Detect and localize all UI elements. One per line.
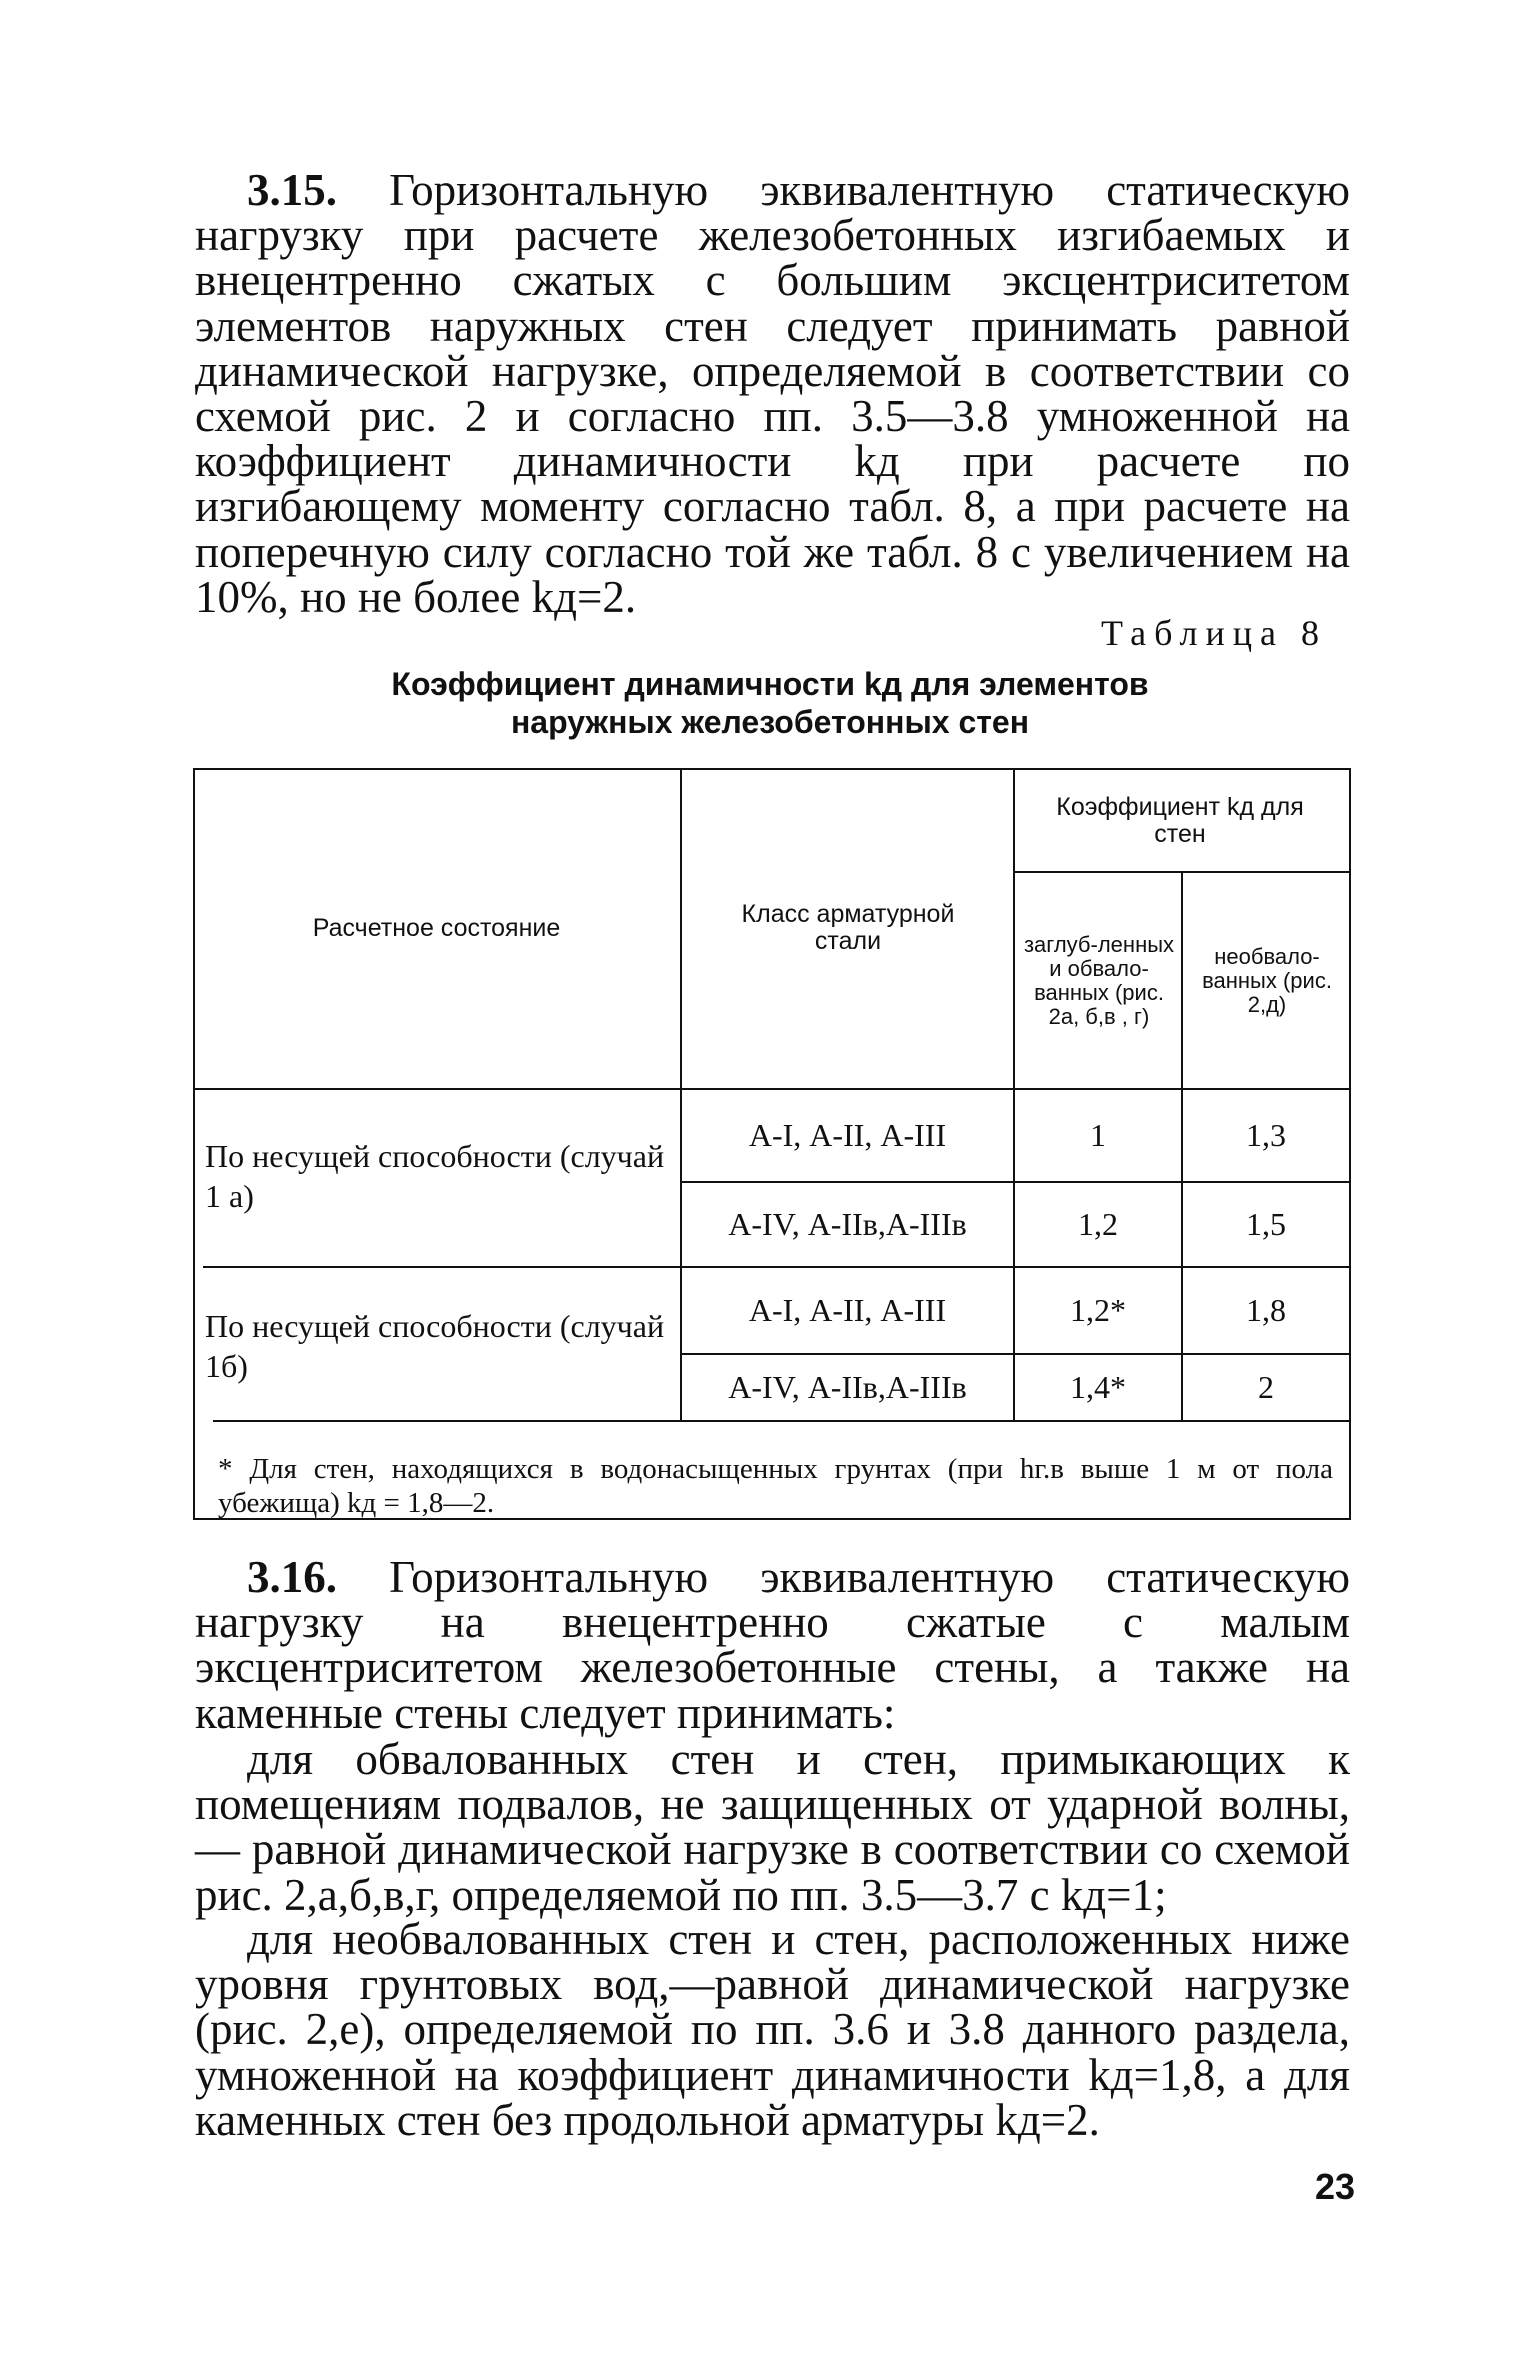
table-body-bottom-rule	[213, 1420, 1349, 1422]
row2b-unbanked: 2	[1258, 1369, 1274, 1405]
row1a-class: А-I, А-II, А-III	[748, 1117, 947, 1153]
row1-state: По несущей способности (случай 1 а)	[205, 1138, 665, 1214]
row1b-unbanked: 1,5	[1246, 1206, 1286, 1242]
table-label: Таблица 8	[1101, 613, 1327, 653]
row1a-buried: 1	[1090, 1117, 1106, 1153]
row2b-buried: 1,4*	[1070, 1369, 1126, 1405]
row1b-buried: 1,2	[1078, 1206, 1118, 1242]
section-3-15-number: 3.15.	[247, 165, 337, 215]
header-state: Расчетное состояние	[312, 913, 561, 942]
header-unbanked: необвало-ванных (рис. 2,д)	[1202, 943, 1332, 1017]
section-3-15	[195, 165, 1350, 622]
table-caption: Коэффициент динамичности kд для элементов наружных железобетонных стен	[391, 666, 1149, 740]
section-3-16	[195, 1552, 1350, 1738]
table-right-border	[1349, 768, 1351, 1520]
row2-state: По несущей способности (случай 1б)	[205, 1308, 665, 1384]
row1b-class: А-IV, А-IIв,А-IIIв	[728, 1206, 967, 1242]
header-buried: заглуб-ленных и обвало-ванных (рис. 2а, б,в , г)	[1023, 931, 1175, 1029]
row2a-unbanked: 1,8	[1246, 1292, 1286, 1328]
row2b-class: А-IV, А-IIв,А-IIIв	[728, 1369, 967, 1405]
header-coeff: Коэффициент kд для стен	[1056, 793, 1304, 848]
table-footnote: * Для стен, находящихся в водонасыщенных грунтах (при hг.в выше 1 м от пола убежища) kд = 1,8—2.	[218, 1453, 1333, 1519]
page-number: 23	[1314, 2166, 1355, 2207]
section-3-15-text: Горизонтальную эквивалентную статическую нагрузку при расчете железобетонных изгибаемых и внецентренно сжатых с большим эксцентриситетом элементов наружных стен следует принимать равной динамической нагрузке, определяемой в соответствии со схемой рис. 2 и согласно пп. 3.5—3.8 умноженной на коэффициент динамичности kд при расчете по изгибающему моменту согласно табл. 8, а при расчете на поперечную силу согласно той же табл. 8 с увеличением на 10%, но не более kд=2.	[195, 165, 1350, 622]
coefficient-table	[193, 768, 1353, 1528]
row2a-class: А-I, А-II, А-III	[748, 1292, 947, 1328]
section-3-16-item-2: для необвалованных стен и стен, расположенных ниже уровня грунтовых вод,—равной динамической нагрузке (рис. 2,е), определяемой по пп. 3.6 и 3.8 данного раздела, умноженной на коэффициент динамичности kд=1,8, а для каменных стен без продольной арматуры kд=2.	[195, 1914, 1350, 2145]
row2a-buried: 1,2*	[1070, 1292, 1126, 1328]
section-3-16-item-1: для обвалованных стен и стен, примыкающих к помещениям подвалов, не защищенных от ударной волны, — равной динамической нагрузке в соответствии со схемой рис. 2,а,б,в,г, определяемой по пп. 3.5—3.7 с kд=1;	[195, 1734, 1350, 1920]
section-3-16-number: 3.16.	[247, 1552, 337, 1602]
row1a-unbanked: 1,3	[1246, 1117, 1286, 1153]
section-3-16-text: Горизонтальную эквивалентную статическую нагрузку на внецентренно сжатые с малым эксцентриситетом железобетонные стены, а также на каменные стены следует принимать:	[195, 1552, 1350, 1738]
header-class: Класс арматурной стали	[741, 900, 955, 955]
